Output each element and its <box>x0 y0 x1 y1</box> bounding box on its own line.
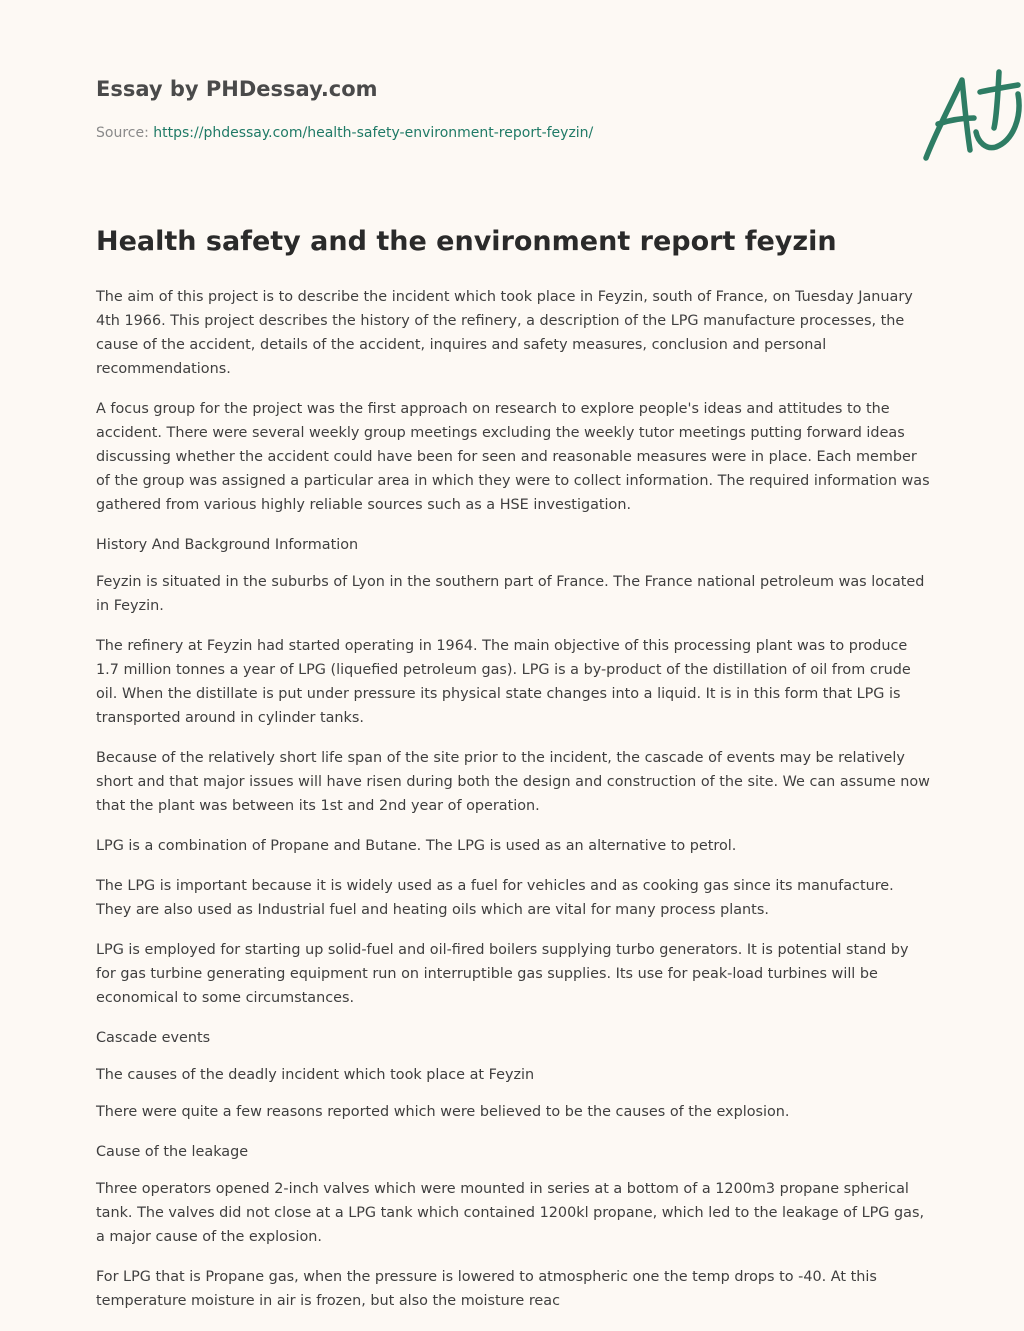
essay-title: Health safety and the environment report feyzin <box>96 226 837 257</box>
paragraph: There were quite a few reasons reported which were believed to be the causes of the explosion. <box>96 1104 790 1120</box>
paragraph: The aim of this project is to describe the incident which took place in Feyzin, south of France, on Tuesday January 4th 1966. This project describes the history of the refinery, a description of the LPG manufacture processes, the cause of the accident, details of the accident, inquires and safety measures, conclusion and personal recommendations. <box>96 289 913 377</box>
paragraph: A focus group for the project was the first approach on research to explore people's ideas and attitudes to the accident. There were several weekly group meetings excluding the weekly tutor meetings putting forward ideas discussing whether the accident could have been for seen and reasonable measures were in place. Each member of the group was assigned a particular area in which they were to collect information. The required information was gathered from various highly reliable sources such as a HSE investigation. <box>96 401 930 513</box>
section-heading: Cascade events <box>96 1030 211 1046</box>
a-plus-logo-icon <box>920 68 1024 166</box>
source-line <box>96 125 593 141</box>
source-label: Source: <box>96 125 154 141</box>
paragraph: For LPG that is Propane gas, when the pressure is lowered to atmospheric one the temp drops to -40. At this temperature moisture in air is frozen, but also the moisture reac <box>96 1269 877 1309</box>
source-link[interactable]: https://phdessay.com/health-safety-environment-report-feyzin/ <box>153 125 594 141</box>
paragraph: The refinery at Feyzin had started operating in 1964. The main objective of this processing plant was to produce 1.7 million tonnes a year of LPG (liquefied petroleum gas). LPG is a by-product of the distillation of oil from crude oil. When the distillate is put under pressure its physical state changes into a liquid. It is in this form that LPG is transported around in cylinder tanks. <box>96 638 911 726</box>
section-heading: The causes of the deadly incident which took place at Feyzin <box>96 1067 535 1083</box>
brand-name: Essay by PHDessay.com <box>96 77 378 101</box>
paragraph: Feyzin is situated in the suburbs of Lyon in the southern part of France. The France national petroleum was located in Feyzin. <box>96 574 925 614</box>
section-heading: History And Background Information <box>96 537 359 553</box>
essay-body <box>96 285 931 1329</box>
section-heading: Cause of the leakage <box>96 1144 249 1160</box>
paragraph: Because of the relatively short life span of the site prior to the incident, the cascade of events may be relatively short and that major issues will have risen during both the design and construction of the site. We can assume now that the plant was between its 1st and 2nd year of operation. <box>96 750 930 814</box>
paragraph: LPG is a combination of Propane and Butane. The LPG is used as an alternative to petrol. <box>96 838 737 854</box>
paragraph: The LPG is important because it is widely used as a fuel for vehicles and as cooking gas since its manufacture. They are also used as Industrial fuel and heating oils which are vital for many process plants. <box>96 878 894 918</box>
paragraph: LPG is employed for starting up solid-fuel and oil-fired boilers supplying turbo generators. It is potential stand by for gas turbine generating equipment run on interruptible gas supplies. Its use for peak-load turbines will be economical to some circumstances. <box>96 942 909 1006</box>
paragraph: Three operators opened 2-inch valves which were mounted in series at a bottom of a 1200m3 propane spherical tank. The valves did not close at a LPG tank which contained 1200kl propane, which led to the leakage of LPG gas, a major cause of the explosion. <box>96 1181 925 1245</box>
